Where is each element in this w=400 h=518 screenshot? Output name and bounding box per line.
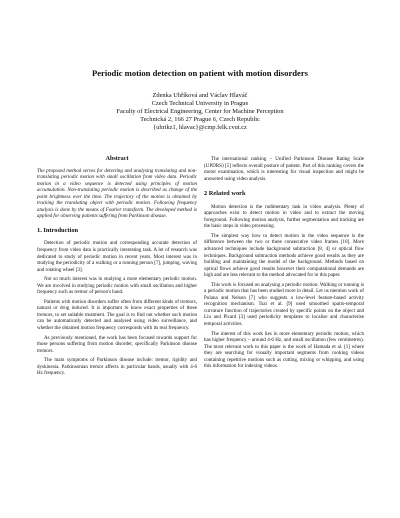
intro-paragraph-4: As previously mentioned, the work has been focused towards support for those persons suffering from motion disorder, specifically Parkinson disease tremors.: [37, 334, 197, 354]
paper-title: Periodic motion detection on patient with motion disorders: [91, 68, 309, 78]
section-heading-related-work: 2 Related work: [204, 190, 246, 198]
related-paragraph-4: The interest of this work lies in more elementary periodic motion, which has higher frequency – around 4-6 Hz, and small oscillation (few centimetres). The most relevant work to this paper is the work of Hamada et al. [1] where they are searching for visually important segments from cooking videos containing repetitive motions such as cutting, mixing or whipping, and using this information for indexing videos.: [204, 330, 364, 370]
intro-paragraph-3: Patients with motion disorders suffer often from different kinds of tremors, natural or drug induced. It is important to know exact properties of these tremors, to set suitable treatment. The goal is to find out whether such motion can be automatically detected and analysed using video surveillance, and whether the obtained motion frequency corresponds with its real frequency.: [37, 298, 197, 332]
author-email: {uhrikz1, hlavac}@cmp.felk.cvut.cz: [153, 124, 247, 132]
left-column: [37, 156, 197, 380]
right-column: [204, 156, 364, 373]
affiliation-university: Czech Technical University in Prague: [151, 100, 249, 108]
section-heading-introduction: 1. Introduction: [37, 226, 79, 234]
related-paragraph-1: Motion detection is the rudimentary task in video analysis. Plenty of approaches exist to detect motion in video and to extract the moving foreground. Following motion analysis, further segmentation and tracking are the basic steps in video processing.: [204, 203, 364, 230]
postal-address: Technická 2, 166 27 Prague 6, Czech Republic: [140, 116, 260, 124]
related-paragraph-3: This work is focused on analysing a periodic motion. Walking or running is a periodic motion that has been studied more in detail. Let us mention work of Polana and Nelson [7] who suggests a low-level feature-based activity recognition mechanism. Tsai et al. [9] used smoothed spatio-temporal curvature function of trajectories created by specific points on the object and Liu and Picard [3] used periodicity templates to localise and characterise temporal activities.: [204, 281, 364, 328]
author-block: [0, 92, 400, 132]
intro-paragraph-5: The main symptoms of Parkinson disease include: tremor, rigidity and dyskinesia. Parkinsonian tremor affects in particular hands, usually with 4-6 Hz frequency.: [37, 357, 197, 377]
intro-paragraph-1: Detection of periodic motion and corresponding accurate detection of frequency from video data is practically interesting task. A lot of research was dedicated to study of periodic motion in recent years. Most interest was in studying the periodicity of a walking or a running person [7], jumping, waving and rotating wheel [3].: [37, 240, 197, 273]
abstract-text: The proposed method serves for detecting and analysing translating and non-translating periodic motion with small oscillation from video data. Periodic motion in a video sequence is detected using principles of motion accumulation. Non-translating periodic motion is described as change of the point brightness over the time. The trajectory of the motion is obtained by tracking the translating object with periodic motion. Following frequency analysis is done by the means of Fourier transform. The developed method is applied for observing patients suffering from Parkinson disease.: [37, 167, 197, 220]
abstract-heading: Abstract: [105, 155, 129, 162]
related-paragraph-2: The simplest way how to detect motion in the video sequence is the difference between the two or three consecutive video frames [10]. More advanced techniques include background subtraction [8, 4] or optical flow techniques. Background subtraction methods achieve good results as they are building and maintaining the model of the background. Methods based on optical flows achieve good results however their computational demands are high and are less relevant to the method advocated for in this paper.: [204, 232, 364, 279]
affiliation-faculty: Faculty of Electrical Engineering, Center for Machine Perception: [116, 108, 284, 116]
intro-paragraph-2: Not so much interest was in studying a more elementary periodic motion. We are involved in studying periodic motion with small oscillation and higher frequency such as tremor of person's hand.: [37, 276, 197, 296]
updrs-paragraph: The international ranking – Unified Parkinson Disease Rating Scale (UPDRS) [5] reflects overall posture of patient. Part of this ranking covers the motor examination, which is interesting for visual inspection and might be answered using video analysis.: [204, 156, 364, 182]
author-names: Zdenka Uhříková and Václav Hlaváč: [152, 92, 248, 99]
